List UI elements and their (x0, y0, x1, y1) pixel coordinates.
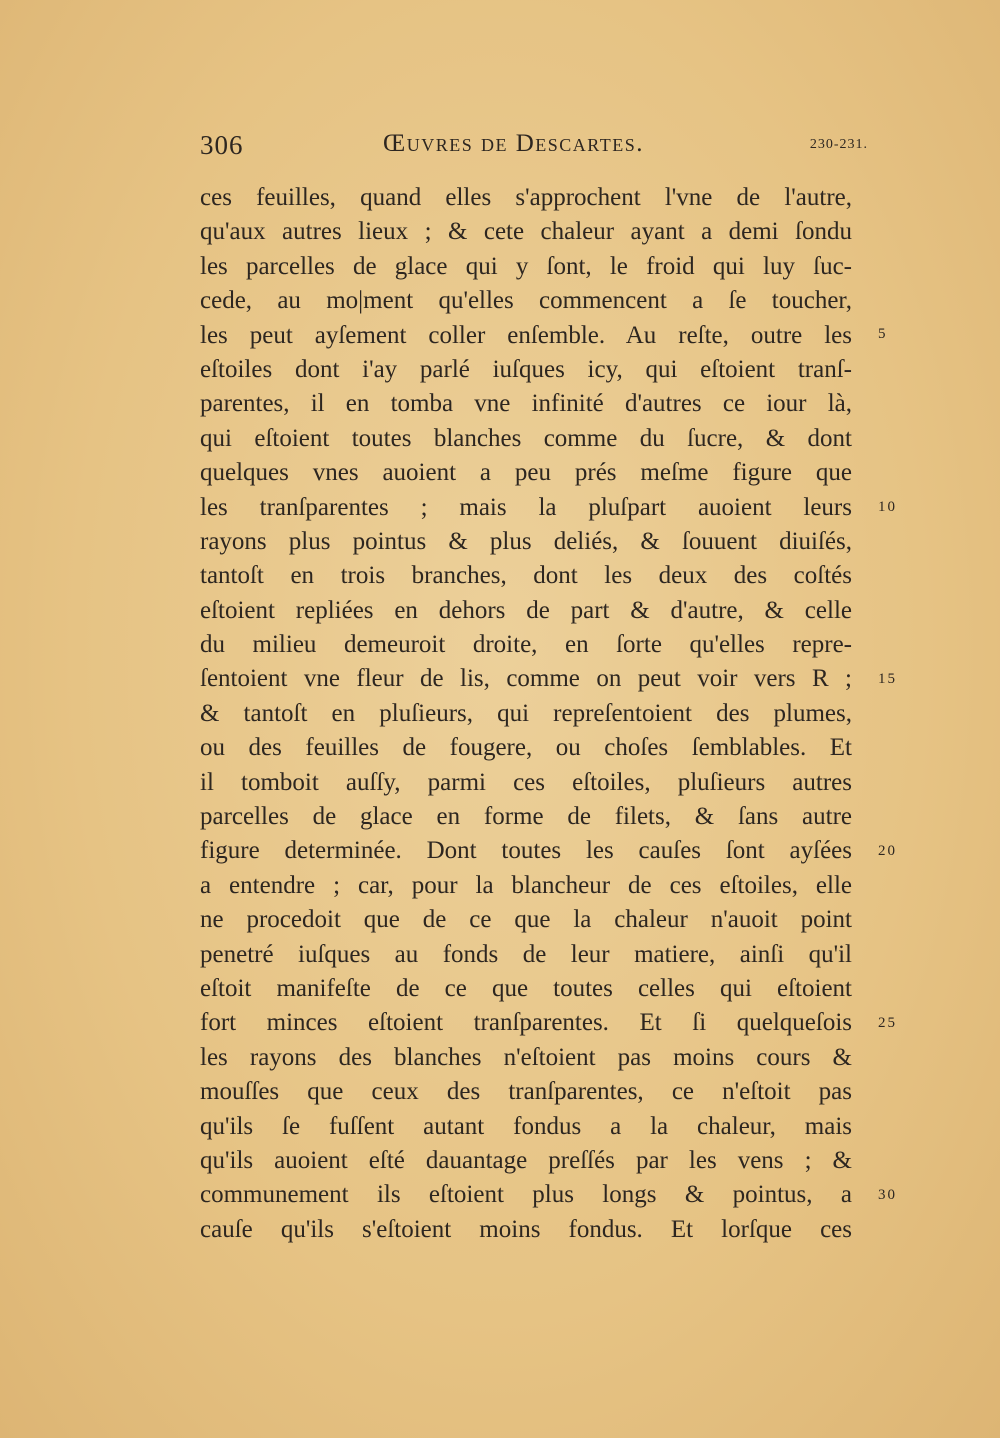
text-line: penetré iuſques au fonds de leur matiere, ainſi qu'il (200, 940, 852, 968)
text-line: les parcelles de glace qui y ſont, le froid qui luy ſuc- (200, 252, 852, 280)
text-line: qu'ils auoient eſté dauantage preſſés par les vens ; & (200, 1146, 852, 1174)
text-line: rayons plus pointus & plus deliés, & ſouuent diuiſés, (200, 527, 852, 555)
text-line: cauſe qu'ils s'eſtoient moins fondus. Et lorſque ces (200, 1215, 852, 1243)
text-line: les peut ayſement coller enſemble. Au reſte, outre les (200, 321, 852, 349)
text-line: qu'aux autres lieux ; & cete chaleur ayant a demi ſondu (200, 218, 852, 246)
text-line: cede, au mo|ment qu'elles commencent a ſe toucher, (200, 287, 852, 315)
text-line: & tantoſt en pluſieurs, qui repreſentoient des plumes, (200, 699, 852, 727)
text-line: communement ils eſtoient plus longs & pointus, a (200, 1181, 852, 1209)
line-number-10: 10 (878, 499, 897, 515)
text-line: figure determinée. Dont toutes les cauſes ſont ayſées (200, 837, 852, 865)
text-line: mouſſes que ceux des tranſparentes, ce n'eſtoit pas (200, 1078, 852, 1106)
running-title: Œuvres de Descartes. (383, 130, 644, 157)
text-line: du milieu demeuroit droite, en ſorte qu'elles repre- (200, 631, 852, 659)
text-line: quelques vnes auoient a peu prés meſme figure que (200, 459, 852, 487)
text-line: fort minces eſtoient tranſparentes. Et ſi quelqueſois (200, 1009, 852, 1037)
line-number-5: 5 (878, 326, 888, 342)
text-line: les rayons des blanches n'eſtoient pas moins cours & (200, 1043, 852, 1071)
text-line: ou des feuilles de fougere, ou choſes ſemblables. Et (200, 734, 852, 762)
text-line: eſtoient repliées en dehors de part & d'autre, & celle (200, 596, 852, 624)
line-number-25: 25 (878, 1015, 897, 1031)
text-line: qu'ils ſe fuſſent autant fondus a la chaleur, mais (200, 1112, 852, 1140)
running-head (200, 130, 868, 170)
text-line: tantoſt en trois branches, dont les deux des coſtés (200, 562, 852, 590)
text-line: parcelles de glace en forme de filets, & ſans autre (200, 803, 852, 831)
text-line: ces feuilles, quand elles s'approchent l'vne de l'autre, (200, 184, 852, 211)
text-line: qui eſtoient toutes blanches comme du ſucre, & dont (200, 424, 852, 452)
text-line: eſtoit manifeſte de ce que toutes celles qui eſtoient (200, 974, 852, 1002)
page-number: 306 (200, 130, 244, 160)
line-number-20: 20 (878, 843, 897, 859)
text-line: eſtoiles dont i'ay parlé iuſques icy, qui eſtoient tranſ- (200, 355, 852, 383)
body-text (200, 181, 852, 1247)
folio-range: 230-231. (809, 137, 868, 152)
text-line: il tomboit auſſy, parmi ces eſtoiles, pluſieurs autres (200, 768, 852, 796)
line-number-15: 15 (878, 671, 897, 687)
text-line: a entendre ; car, pour la blancheur de ces eſtoiles, elle (200, 871, 852, 899)
text-line: ne procedoit que de ce que la chaleur n'auoit point (200, 906, 852, 934)
line-number-30: 30 (878, 1187, 897, 1203)
text-line: les tranſparentes ; mais la pluſpart auoient leurs (200, 493, 852, 521)
text-line: ſentoient vne fleur de lis, comme on peut voir vers R ; (200, 665, 852, 693)
text-line: parentes, il en tomba vne infinité d'autres ce iour là, (200, 390, 852, 418)
